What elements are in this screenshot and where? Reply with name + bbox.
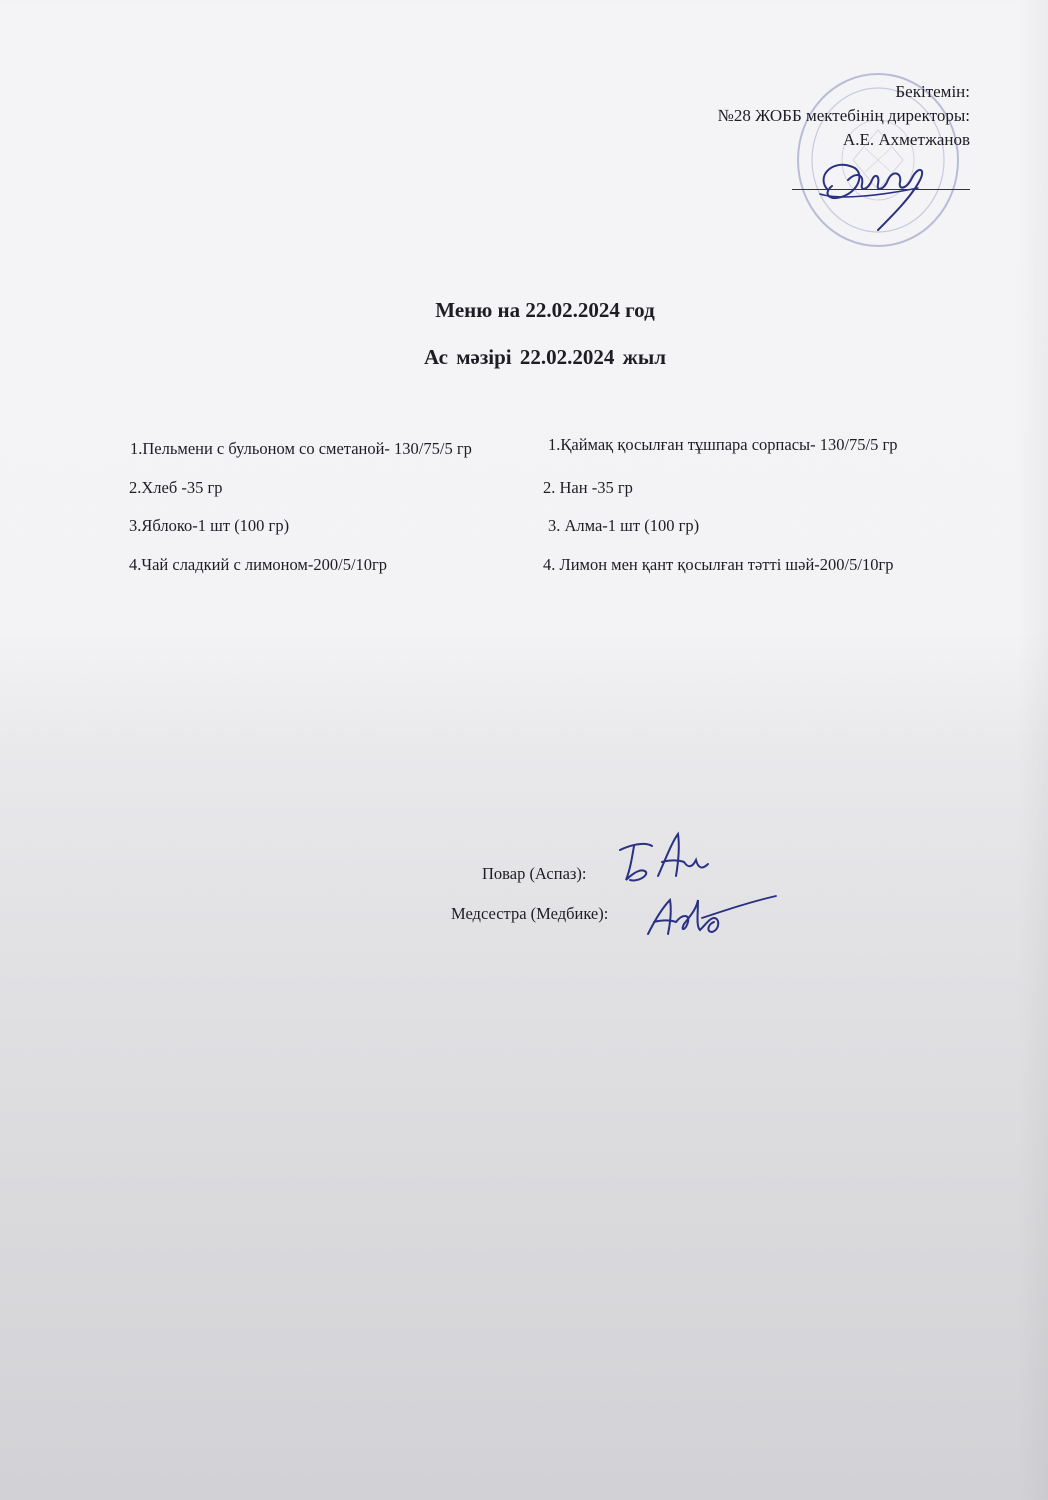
cook-label: Повар (Аспаз):	[482, 864, 587, 883]
menu-item-kz-4: 4. Лимон мен қант қосылған тәтті шәй-200/5/10гр	[543, 555, 894, 574]
menu-item-ru-3: 3.Яблоко-1 шт (100 гр)	[129, 516, 290, 535]
menu-title-kz: Ас мәзірі 22.02.2024 жыл	[423, 345, 667, 369]
approval-director-name: А.Е. Ахметжанов	[842, 130, 970, 149]
menu-item-kz-2: 2. Нан -35 гр	[543, 478, 633, 497]
approval-position: №28 ЖОББ мектебінің директоры:	[717, 106, 970, 125]
menu-item-kz-1: 1.Қаймақ қосылған тұшпара сорпасы- 130/75/5 гр	[548, 435, 898, 454]
menu-item-ru-1: 1.Пельмени с бульоном со сметаной- 130/75/5 гр	[130, 439, 472, 458]
cook-signature	[612, 828, 712, 890]
menu-item-ru-4: 4.Чай сладкий с лимоном-200/5/10гр	[129, 555, 388, 574]
approval-heading: Бекітемін:	[895, 82, 970, 101]
menu-item-kz-3: 3. Алма-1 шт (100 гр)	[548, 516, 700, 535]
menu-title-ru: Меню на 22.02.2024 год	[435, 298, 655, 322]
nurse-signature	[640, 888, 780, 946]
menu-item-ru-2: 2.Хлеб -35 гр	[129, 478, 223, 497]
nurse-label: Медсестра (Медбике):	[451, 904, 609, 923]
